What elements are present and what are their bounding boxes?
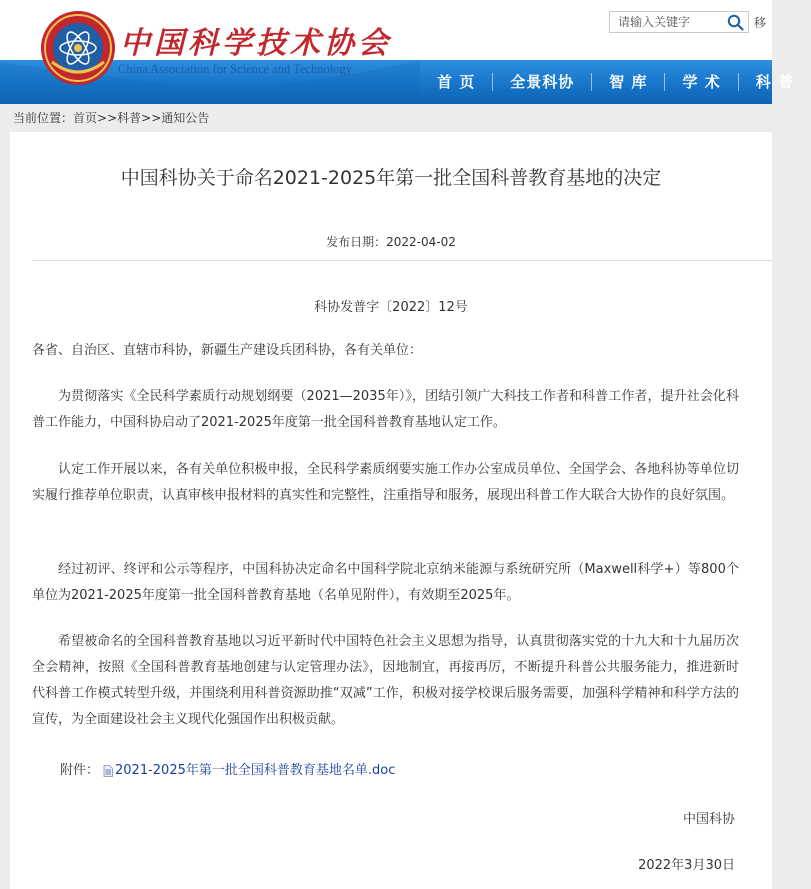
cast-emblem-logo[interactable] [40,10,116,86]
signature-date: 2022年3月30日 [638,858,735,873]
paragraph-1: 为贯彻落实《全民科学素质行动规划纲要（2021—2035年）》，团结引领广大科技工作者和科普工作者，提升社会化科普工作能力，中国科协启动了2021-2025年度第一批全国科普教育基地认定工作。 [32,389,739,430]
main-nav [420,60,811,104]
paragraph-4: 希望被命名的全国科普教育基地以习近平新时代中国特色社会主义思想为指导，认真贯彻落实党的十九大和十九届历次全会精神，按照《全国科普教育基地创建与认定管理办法》，因地制宜，再接再厉，不断提升科普公共服务能力，推进新时代科普工作模式转型升级，并围绕利用科普资源助推“双减”工作，积极对接学校课后服务需要，加强科学精神和科学方法的宣传，为全面建设社会主义现代化强国作出积极贡献。 [32,634,739,727]
article-title: 中国科协关于命名2021-2025年第一批全国科普教育基地的决定 [120,167,662,189]
breadcrumb-notices[interactable]: 通知公告 [161,111,210,125]
search-box [609,11,749,33]
salutation: 各省、自治区、直辖市科协，新疆生产建设兵团科协，各有关单位： [32,343,423,358]
site-header [0,0,794,104]
attachment-link[interactable]: 2021-2025年第一批全国科普教育基地名单.doc [115,763,396,778]
nav-think-tank[interactable]: 智 库 [609,73,648,91]
breadcrumb-sep: >> [97,111,118,125]
breadcrumb-prefix: 当前位置： [13,111,74,125]
search-icon[interactable] [727,14,744,31]
breadcrumb-home[interactable]: 首页 [73,111,98,125]
logo-english-name[interactable]: China Association for Science and Technology [118,62,352,76]
logo-chinese-name[interactable]: 中国科学技术协会 [120,26,392,61]
nav-panorama[interactable]: 全景科协 [510,73,575,91]
attachment-row [60,760,395,782]
nav-academic[interactable]: 学 术 [682,73,721,91]
search-input[interactable] [610,12,720,32]
doc-file-icon [103,765,113,777]
breadcrumb-science[interactable]: 科普 [117,111,142,125]
document-number: 科协发普字〔2022〕12号 [314,300,468,315]
publish-date: 发布日期：2022-04-02 [326,235,456,249]
top-link-truncated[interactable]: 移 [754,16,767,30]
nav-home[interactable]: 首 页 [437,73,476,91]
title-divider [32,260,772,261]
article-panel [10,132,772,889]
nav-science-popularization[interactable]: 科 普 [755,73,794,91]
breadcrumb [13,108,209,128]
breadcrumb-sep: >> [141,111,162,125]
paragraph-2: 认定工作开展以来，各有关单位积极申报，全民科学素质纲要实施工作办公室成员单位、全国学会、各地科协等单位切实履行推荐单位职责，认真审核申报材料的真实性和完整性，注重指导和服务，展现出科普工作大联合大协作的良好氛围。 [32,462,739,503]
signature-organization: 中国科协 [682,812,735,827]
paragraph-3: 经过初评、终评和公示等程序，中国科协决定命名中国科学院北京纳米能源与系统研究所（Maxwell科学+）等800个单位为2021-2025年度第一批全国科普教育基地（名单见附件），有效期至2025年。 [32,562,739,603]
attachment-label: 附件： [60,763,100,778]
